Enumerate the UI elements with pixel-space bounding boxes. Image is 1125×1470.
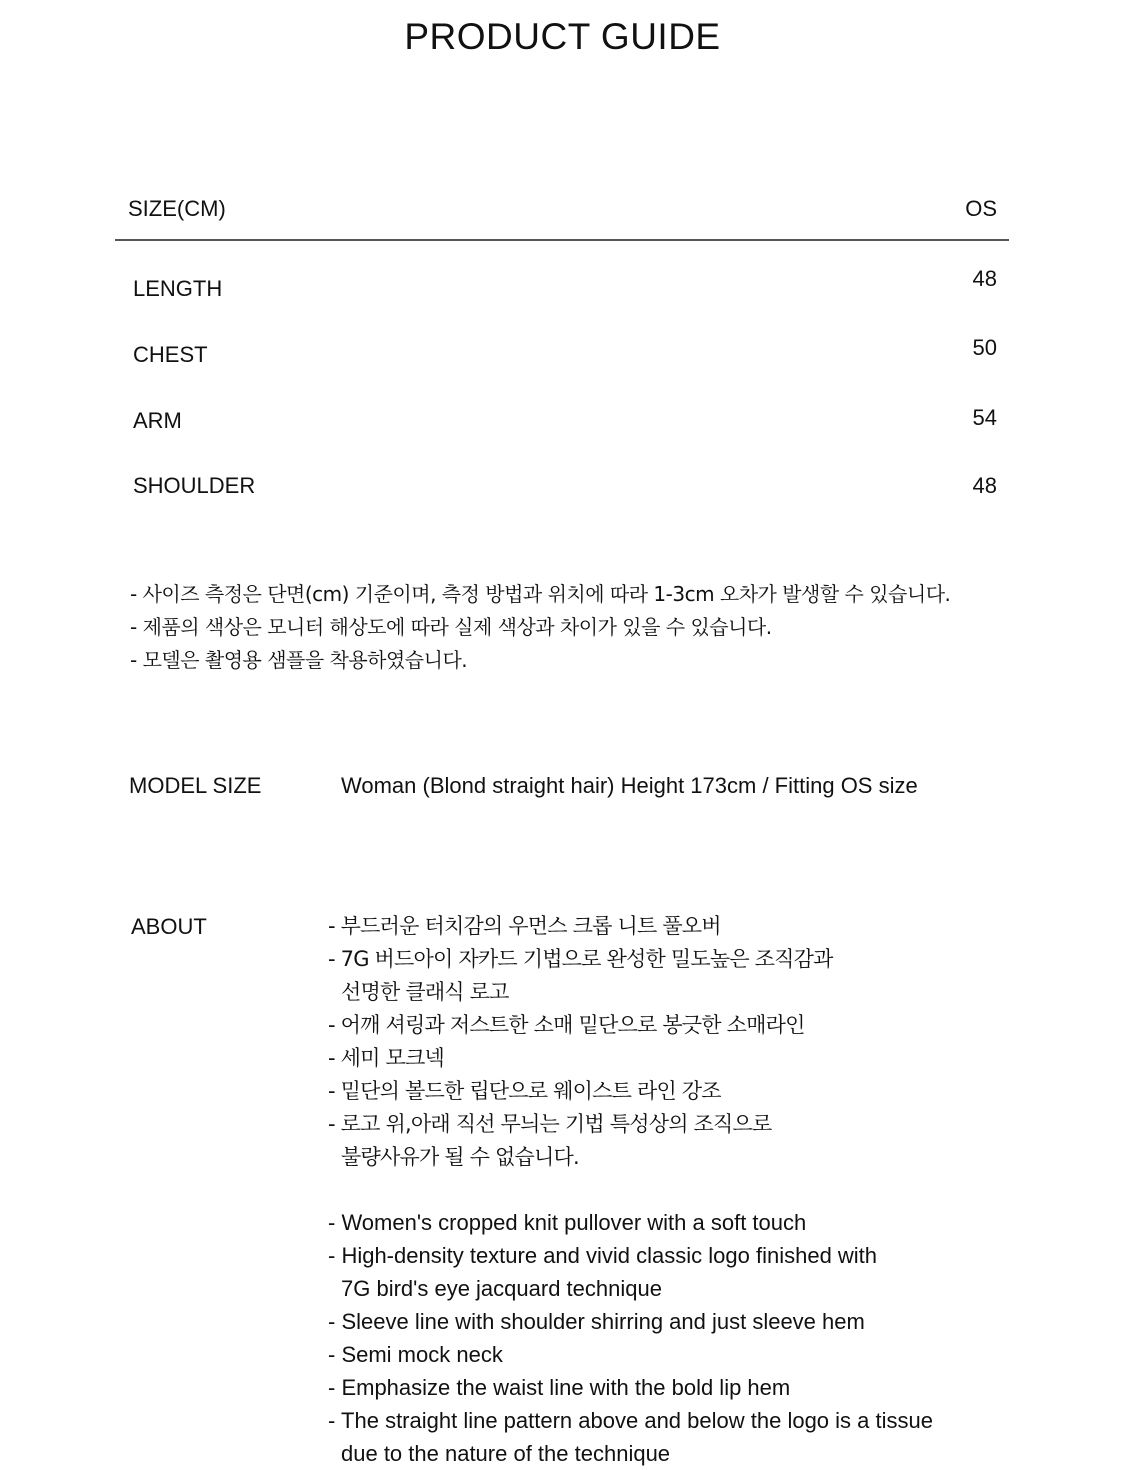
- note-line: - 제품의 색상은 모니터 해상도에 따라 실제 색상과 차이가 있을 수 있습니다.: [130, 615, 772, 639]
- about-en-line: 7G bird's eye jacquard technique: [341, 1276, 662, 1301]
- model-size-value: Woman (Blond straight hair) Height 173cm / Fitting OS size: [341, 773, 918, 798]
- note-line: - 모델은 촬영용 샘플을 착용하였습니다.: [130, 648, 468, 672]
- about-ko-line: - 7G 버드아이 자카드 기법으로 완성한 밀도높은 조직감과: [328, 947, 833, 971]
- about-ko-line: - 로고 위,아래 직선 무늬는 기법 특성상의 조직으로: [328, 1112, 772, 1136]
- about-en-line: - The straight line pattern above and below the logo is a tissue: [328, 1408, 933, 1433]
- row-value-shoulder: 48: [972, 473, 997, 498]
- about-en-line: - Emphasize the waist line with the bold lip hem: [328, 1375, 791, 1400]
- row-label-arm: ARM: [133, 408, 182, 433]
- about-ko-line: - 부드러운 터치감의 우먼스 크롭 니트 풀오버: [328, 914, 721, 938]
- about-en-line: - High-density texture and vivid classic logo finished with: [328, 1243, 878, 1268]
- model-size-label: MODEL SIZE: [129, 773, 262, 798]
- row-label-length: LENGTH: [133, 276, 223, 301]
- size-table-divider: [115, 239, 1009, 241]
- about-ko-line: - 세미 모크넥: [328, 1046, 444, 1070]
- about-english-description: [328, 1206, 933, 1470]
- about-en-line: due to the nature of the technique: [341, 1441, 671, 1466]
- about-en-line: - Semi mock neck: [328, 1342, 503, 1367]
- about-en-line: - Women's cropped knit pullover with a soft touch: [328, 1210, 807, 1235]
- page-title: PRODUCT GUIDE: [404, 16, 721, 57]
- size-table-header-label: SIZE(CM): [128, 196, 226, 221]
- row-label-shoulder: SHOULDER: [133, 473, 256, 498]
- note-line: - 사이즈 측정은 단면(cm) 기준이며, 측정 방법과 위치에 따라 1-3cm 오차가 발생할 수 있습니다.: [130, 582, 951, 606]
- row-value-length: 48: [972, 266, 997, 291]
- about-ko-line: - 밑단의 볼드한 립단으로 웨이스트 라인 강조: [328, 1079, 721, 1103]
- about-korean-description: [328, 910, 833, 1174]
- about-ko-line: 선명한 클래식 로고: [341, 980, 509, 1004]
- row-value-arm: 54: [972, 405, 997, 430]
- size-table-header-os: OS: [965, 196, 997, 221]
- size-notes: [130, 578, 950, 677]
- about-en-line: - Sleeve line with shoulder shirring and just sleeve hem: [328, 1309, 865, 1334]
- row-value-chest: 50: [972, 335, 997, 360]
- about-ko-line: 불량사유가 될 수 없습니다.: [341, 1145, 579, 1169]
- about-ko-line: - 어깨 셔링과 저스트한 소매 밑단으로 봉긋한 소매라인: [328, 1013, 805, 1037]
- about-label: ABOUT: [131, 914, 207, 939]
- row-label-chest: CHEST: [133, 342, 208, 367]
